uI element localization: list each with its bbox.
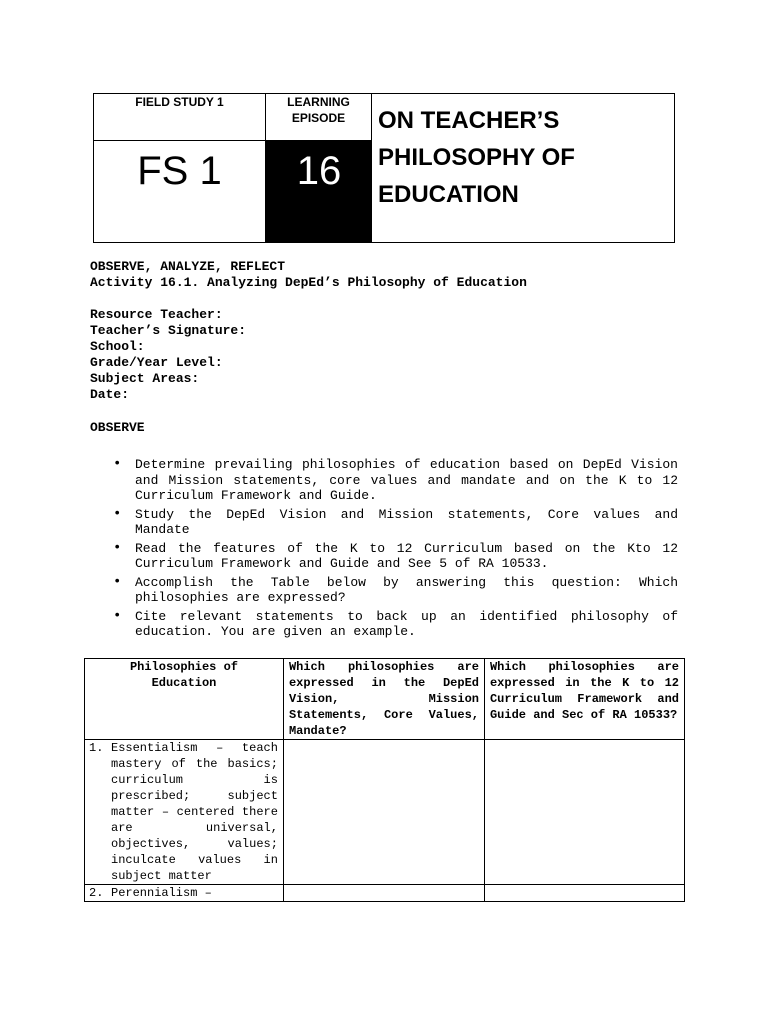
table-row <box>85 740 685 885</box>
episode-title-line1: ON TEACHER’S <box>378 107 560 134</box>
instruction-list <box>111 457 678 643</box>
learning-episode-label-line2: EPISODE <box>291 111 346 125</box>
k12-answer-cell[interactable] <box>484 885 684 902</box>
learning-episode-label <box>266 94 372 141</box>
column-header-deped: Which philosophies are expressed in the DepEd Vision, Mission Statements, Core Values, Mandate? <box>283 659 484 740</box>
field-teacher-signature: Teacher’s Signature: <box>90 323 247 338</box>
k12-answer-cell[interactable] <box>484 740 684 885</box>
field-school: School: <box>90 339 145 354</box>
philosophy-text: Essentialism – teach mastery of the basics; curriculum is prescribed; subject matter – centered there are universal, objectives, values; inculcate values in subject matter <box>111 741 278 883</box>
learning-episode-label-line1: LEARNING <box>287 95 350 109</box>
list-item: • Cite relevant statements to back up an identified philosophy of education. You are given an example. <box>111 609 678 640</box>
row-number: 2. <box>89 886 104 900</box>
deped-answer-cell[interactable] <box>283 885 484 902</box>
section-heading: OBSERVE, ANALYZE, REFLECT <box>90 259 286 274</box>
philosophy-text: Perennialism – <box>111 886 212 900</box>
episode-title <box>378 102 668 213</box>
row-number: 1. <box>89 741 104 755</box>
philosophies-table <box>84 658 685 902</box>
episode-title-line3: EDUCATION <box>378 181 519 208</box>
philosophy-cell <box>85 740 284 885</box>
field-study-label: FIELD STUDY 1 <box>94 94 266 141</box>
table-row <box>85 885 685 902</box>
episode-title-line2: PHILOSOPHY OF <box>378 144 575 171</box>
list-item: • Accomplish the Table below by answering this question: Which philosophies are expressed? <box>111 575 678 606</box>
list-item: • Read the features of the K to 12 Curriculum based on the Kto 12 Curriculum Framework and Guide and See 5 of RA 10533. <box>111 541 678 572</box>
learning-episode-number: 16 <box>266 141 372 243</box>
field-date: Date: <box>90 387 130 402</box>
column-header-k12: Which philosophies are expressed in the K to 12 Curriculum Framework and Guide and Sec of RA 10533? <box>484 659 684 740</box>
field-study-value: FS 1 <box>94 141 266 243</box>
field-resource-teacher: Resource Teacher: <box>90 307 223 322</box>
observe-heading: OBSERVE <box>90 420 145 435</box>
field-subject-areas: Subject Areas: <box>90 371 200 386</box>
list-item: • Study the DepEd Vision and Mission statements, Core values and Mandate <box>111 507 678 538</box>
column-header-philosophies: Philosophies of Education <box>85 659 284 740</box>
table-header-row <box>85 659 685 740</box>
philosophy-cell <box>85 885 284 902</box>
field-grade-year-level: Grade/Year Level: <box>90 355 223 370</box>
activity-title: Activity 16.1. Analyzing DepEd’s Philosophy of Education <box>90 275 527 290</box>
episode-header-box <box>93 93 675 243</box>
deped-answer-cell[interactable] <box>283 740 484 885</box>
list-item: • Determine prevailing philosophies of education based on DepEd Vision and Mission statements, core values and mandate and on the K to 12 Curriculum Framework and Guide. <box>111 457 678 504</box>
